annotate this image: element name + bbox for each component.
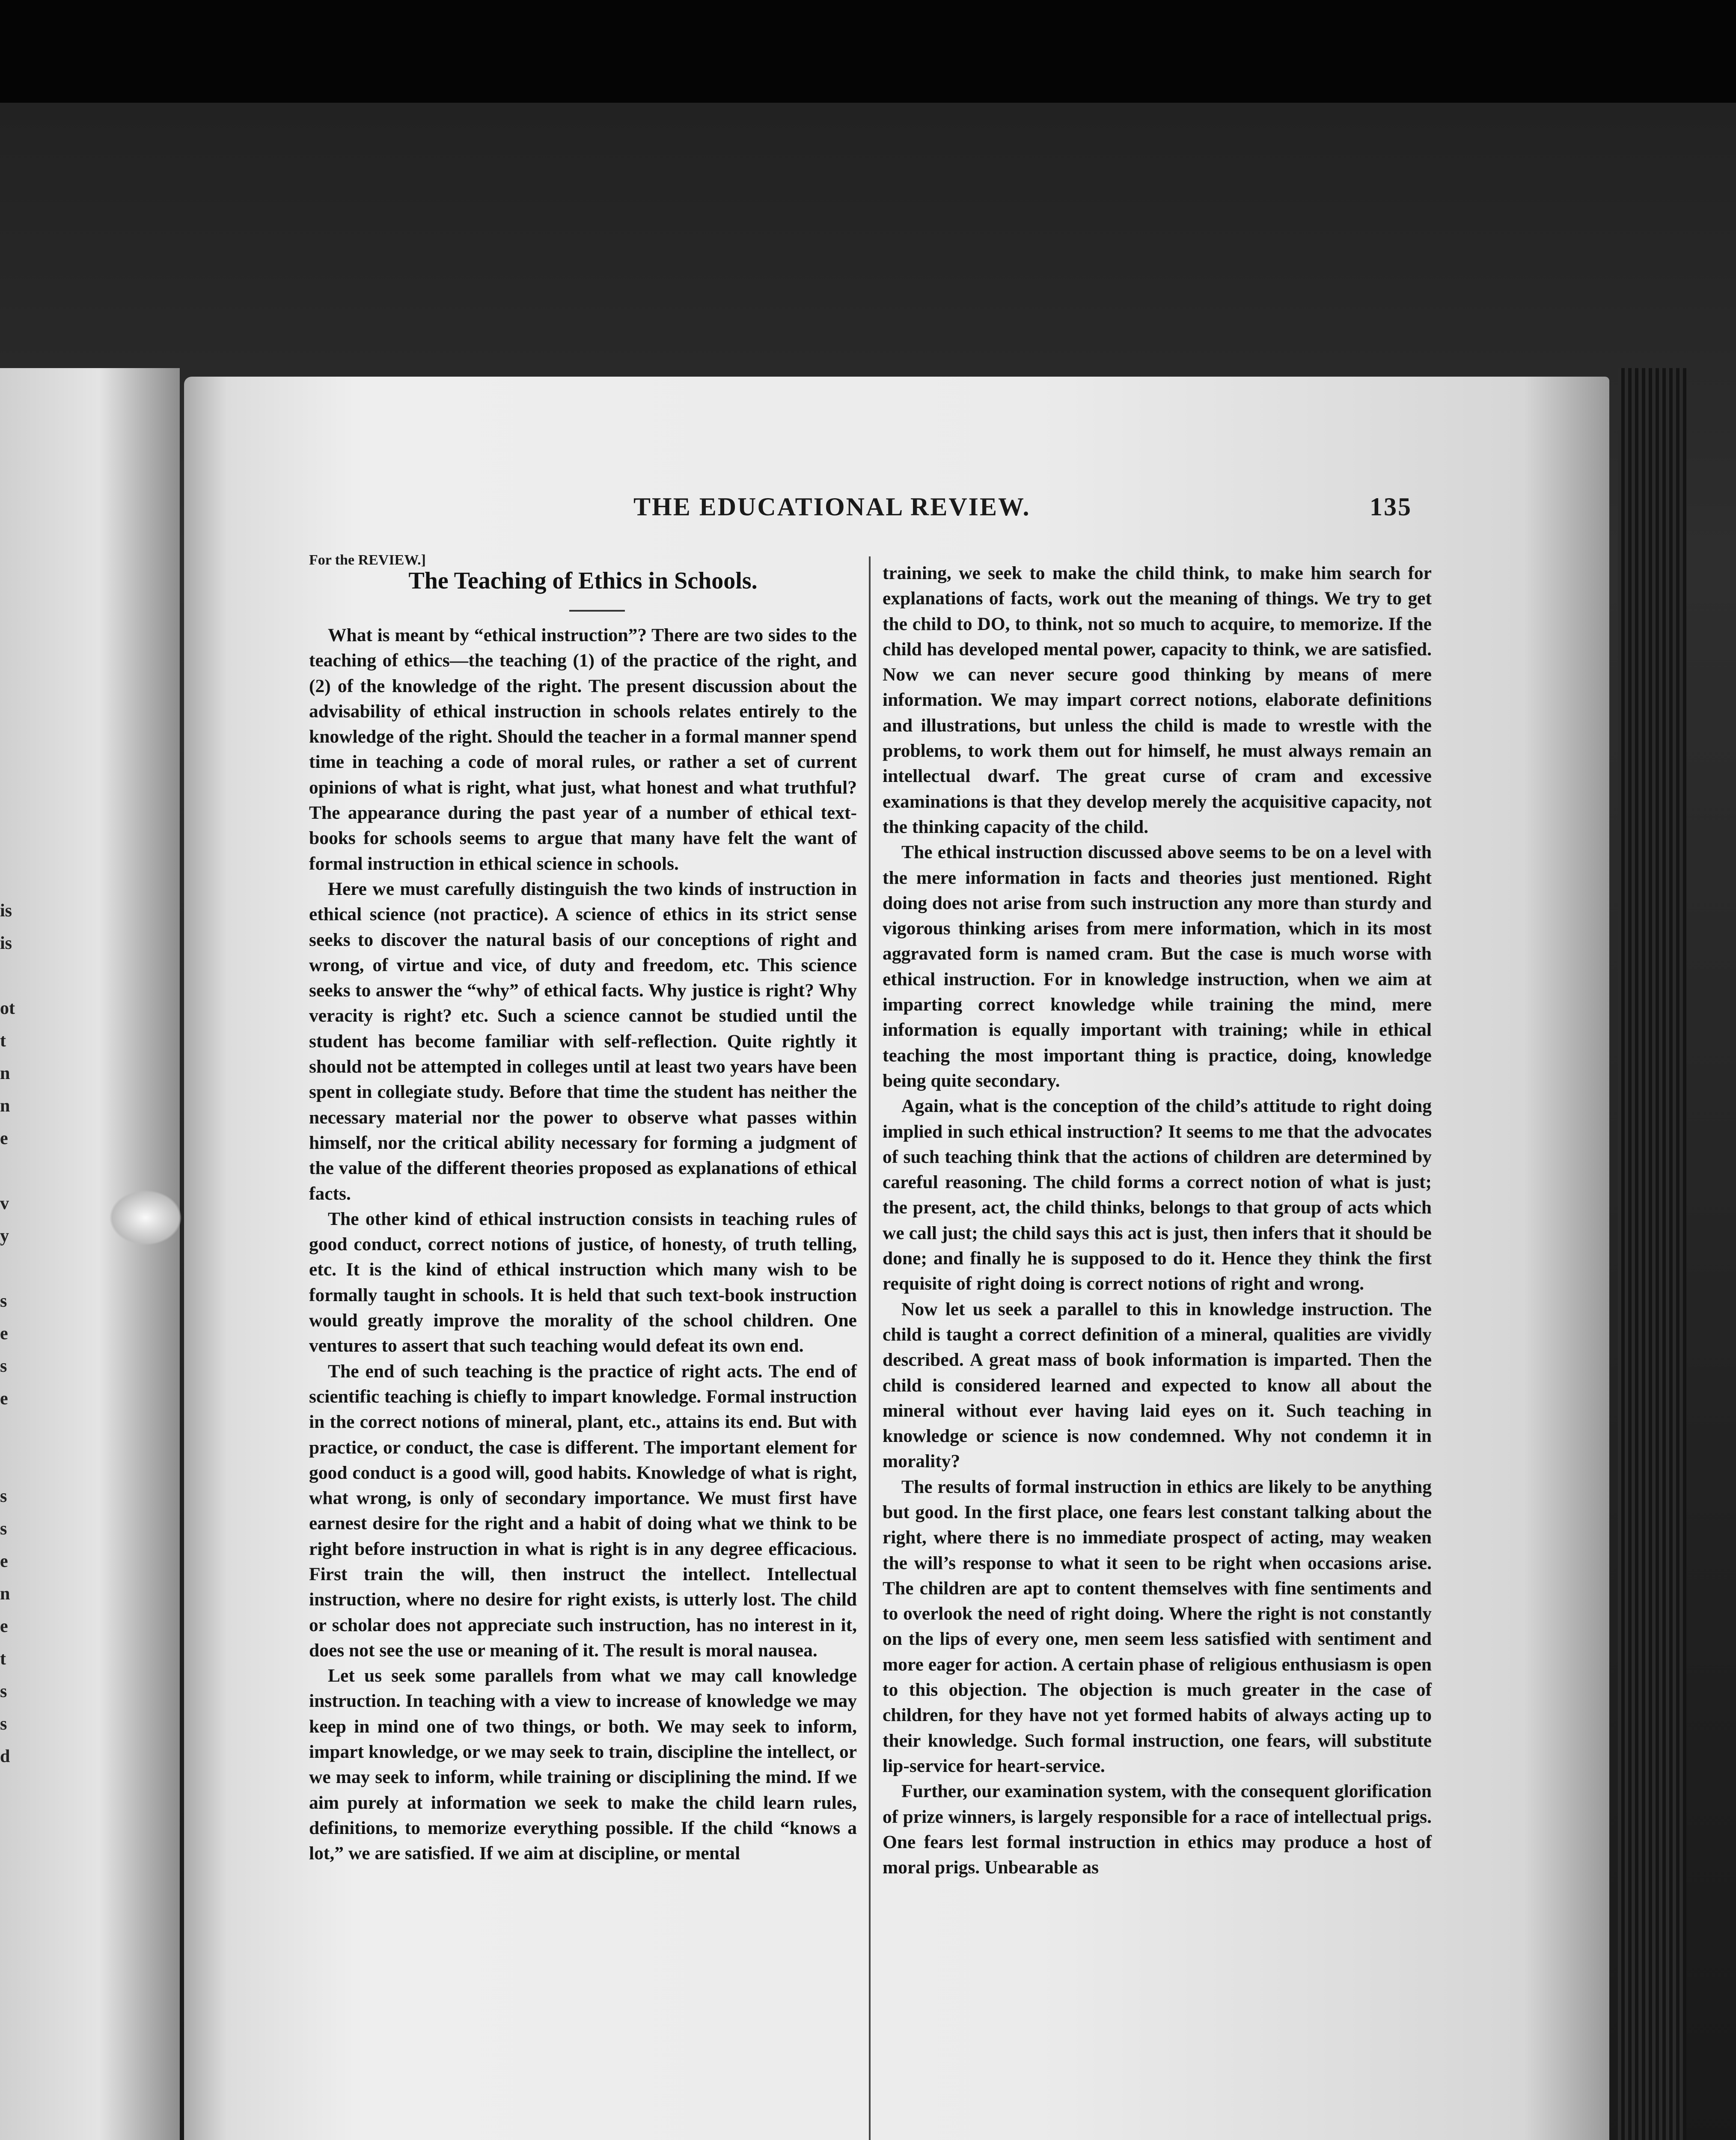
paragraph: The results of formal instruction in ethics are likely to be anything but good. In the first place, one fears lest constant talking about the right, where there is no immediate prospect of acting, may weaken the will’s response to what it seen to be right when occasions arise. The children are apt to content themselves with fine sentiments and to overlook the need of right doing. Where the right is not constantly on the lips of every one, men seem less satisfied with sentiment and more eager for action. A certain phase of religious enthusiasm is open to this objection. The objection is much greater in the case of children, for they have not yet formed habits of always acting up to their knowledge. Such formal instruction, one fears, will substitute lip-service for heart-service. xyxy=(883,1476,1432,1776)
page-number: 135 xyxy=(1370,493,1412,521)
running-header xyxy=(633,492,1489,531)
page-edges xyxy=(1618,368,1686,2140)
paragraph: Again, what is the conception of the child’s attitude to right doing implied in such ethical instruction? It seems to me that the advocates of such teaching think that the actions of children are determined by careful reasoning. The child forms a correct notion of what is just; the present, act, the child thinks, belongs to that group of acts which we call just; the child says this act is just, then infers that it should be done; and finally he is supposed to do it. Hence they think the first requisite of right doing is correct notions of right and wrong. xyxy=(883,1096,1432,1294)
facing-page xyxy=(0,368,180,2140)
film-border-top xyxy=(0,0,1736,103)
left-column xyxy=(309,623,857,1867)
paragraph: The ethical instruction discussed above seems to be on a level with the mere information in facts and theories just mentioned. Right doing does not arise from such instruction any more than sturdy and vigorous thinking arises from mere information, which in its most aggravated form is named cram. But the case is much worse with ethical instruction. For in knowledge instruction, when we aim at imparting correct knowledge while training the mind, mere information is equally important with training; while in ethical teaching the most important thing is practice, doing, knowledge being quite secondary. xyxy=(883,842,1432,1091)
paragraph: Let us seek some parallels from what we may call knowledge instruction. In teaching with a view to increase of knowledge we may keep in mind one of two things, or both. We may seek to inform, impart knowledge, or we may seek to train, discipline the intellect, or we may seek to inform, while training or disciplining the mind. If we aim purely at information we seek to make the child learn rules, definitions, to memorize everything possible. If the child “knows a lot,” we are satisfied. If we aim at discipline, or mental xyxy=(309,1665,857,1864)
running-title: THE EDUCATIONAL REVIEW. xyxy=(633,493,1031,521)
binding-fold xyxy=(109,1190,182,1245)
facing-page-fragments: is is ot t n n e v y s e s e s s e n e t s s d xyxy=(0,901,15,1766)
paragraph: Now let us seek a parallel to this in knowledge instruction. The child is taught a correct definition of a mineral, qualities are vividly described. A great mass of book information is imparted. Then the child is considered learned and expected to know all about the mineral without ever having laid eyes on it. Such teaching in knowledge or science is now condemned. Why not condemn it in morality? xyxy=(883,1299,1432,1472)
paragraph: What is meant by “ethical instruction”? There are two sides to the teaching of ethics—the teaching (1) of the practice of the right, and (2) of the knowledge of the right. The present discussion about the advisability of ethical instruction in schools relates entirely to the knowledge of the right. Should the teacher in a formal manner spend time in teaching a code of moral rules, or rather a set of current opinions of what is right, what just, what honest and what truthful? The appearance during the past year of a number of ethical text-books for schools seems to argue that many have felt the want of formal instruction in ethical science in schools. xyxy=(309,625,857,874)
column-divider xyxy=(869,556,871,2140)
paragraph: The end of such teaching is the practice of right acts. The end of scientific teaching is chiefly to impart knowledge. Formal instruction in the correct notions of mineral, plant, etc., attains its end. But with practice, or conduct, the case is different. The important element for good conduct is a good will, good habits. Knowledge of what is right, what wrong, is only of secondary importance. We must first have earnest desire for the right and a habit of doing what we think to be right before instruction in what is right is in any degree efficacious. First train the will, then instruct the intellect. Intellectual instruction, where no desire for right exists, is utterly lost. The child or scholar does not appreciate such instruction, has no interest in it, does not see the use or meaning of it. The result is moral nausea. xyxy=(309,1361,857,1661)
paragraph: Here we must carefully distinguish the two kinds of instruction in ethical science (not practice). A science of ethics in its strict sense seeks to discover the natural basis of our conceptions of right and wrong, of virtue and vice, of duty and freedom, etc. This science seeks to answer the “why” of ethical facts. Why justice is right? Why veracity is right? etc. Such a science cannot be studied until the student has become familiar with self-reflection. Quite rightly it should not be attempted in colleges until at least two years have been spent in collegiate study. Before that time the student has neither the necessary material nor the power to observe what passes within himself, nor the critical ability necessary for forming a judgment of the value of the different theories proposed as explanations of ethical facts. xyxy=(309,878,857,1204)
title-rule xyxy=(569,610,625,612)
paragraph: training, we seek to make the child think, to make him search for explanations of facts, work out the meaning of things. We try to get the child to DO, to think, not so much to acquire, to memorize. If the child has developed mental power, capacity to think, we are satisfied. Now we can never secure good thinking by means of mere information. We may impart correct notions, elaborate definitions and illustrations, but unless the child is made to wrestle with the problems, to work them out for himself, he must always remain an intellectual dwarf. The great curse of cram and excessive examinations is that they develop merely the acquisitive capacity, not the thinking capacity of the child. xyxy=(883,563,1432,837)
article-title: The Teaching of Ethics in Schools. xyxy=(408,568,758,594)
paragraph: The other kind of ethical instruction consists in teaching rules of good conduct, correct notions of justice, of honesty, of truth telling, etc. It is the kind of ethical instruction which many wish to be formally taught in schools. It is held that such text-book instruction would greatly improve the morality of the school children. One ventures to assert that such teaching would defeat its own end. xyxy=(309,1208,857,1356)
source-line: For the REVIEW.] xyxy=(309,552,426,568)
paragraph: Further, our examination system, with the consequent glorification of prize winners, is largely responsible for a race of intellectual prigs. One fears lest formal instruction in ethics may produce a host of moral prigs. Unbearable as xyxy=(883,1781,1432,1878)
right-column xyxy=(883,561,1432,1880)
